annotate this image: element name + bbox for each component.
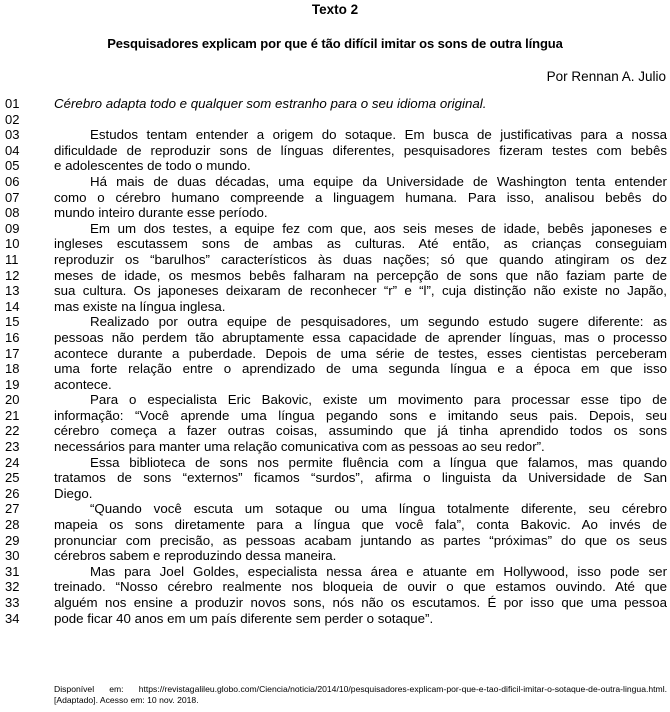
line-number: 22 bbox=[5, 423, 20, 439]
line-text: meses de idade, os mesmos bebês falharam na percepção de sons que não faziam parte de bbox=[54, 267, 667, 283]
line-number: 08 bbox=[5, 205, 20, 221]
text-line bbox=[0, 611, 670, 627]
line-text: como o cérebro humano compreende a linguagem humana. Para isso, analisou bebês do bbox=[54, 189, 667, 205]
text-line bbox=[0, 283, 670, 299]
line-number: 33 bbox=[5, 595, 20, 610]
line-text: pode ficar 40 anos em um país diferente sem perder o sotaque”. bbox=[54, 610, 434, 626]
line-number: 28 bbox=[5, 517, 20, 533]
line-number: 23 bbox=[5, 439, 20, 455]
text-line bbox=[0, 486, 670, 502]
line-text: cérebro começa a fazer outras coisas, assumindo que já tinha aprendido todos os sons bbox=[54, 423, 667, 439]
text-line bbox=[0, 595, 670, 611]
text-line bbox=[0, 252, 670, 268]
line-text: Diego. bbox=[54, 485, 93, 501]
line-text: tratamos de sons “externos” ficamos “surdos”, afirma o linguista da Universidade de San bbox=[54, 470, 667, 486]
line-number: 20 bbox=[5, 392, 20, 408]
line-number: 18 bbox=[5, 361, 20, 377]
line-text: ingleses escutassem sons de ambas as culturas. Até então, as crianças conseguiam bbox=[54, 236, 667, 252]
source-citation: Disponível em: https://revistagalileu.globo.com/Ciencia/noticia/2014/10/pesquisadores-explicam-por-que-e-tao-dificil-imitar-o-sotaque-de-outra-lingua.html. [Adaptado]. Acesso em: 10 nov. 2018. bbox=[54, 684, 667, 705]
line-text: pessoas não perdem tão abruptamente essa capacidade de aprender línguas, mas o processo bbox=[54, 329, 667, 345]
line-number: 05 bbox=[5, 158, 20, 174]
text-line bbox=[0, 96, 670, 112]
line-number: 03 bbox=[5, 127, 20, 143]
line-number: 32 bbox=[5, 579, 20, 595]
line-text: sua cultura. Os japoneses deixaram de reconhecer “r” e “l”, cuja distinção não existe no Japão, bbox=[54, 283, 667, 299]
text-line bbox=[0, 501, 670, 517]
line-text: Mas para Joel Goldes, especialista nessa área e atuante em Hollywood, isso pode ser bbox=[90, 563, 667, 579]
line-text: Em um dos testes, a equipe fez com que, aos seis meses de idade, bebês japoneses e bbox=[90, 220, 667, 236]
line-text: uma forte relação entre o aprendizado de uma segunda língua e a época em que isso bbox=[54, 361, 667, 377]
line-number: 19 bbox=[5, 376, 20, 392]
line-text: “Quando você escuta um sotaque ou uma língua totalmente diferente, seu cérebro bbox=[90, 501, 667, 517]
line-number: 27 bbox=[5, 501, 20, 517]
text-line bbox=[0, 314, 670, 330]
text-line bbox=[0, 564, 670, 580]
line-number: 21 bbox=[5, 407, 20, 423]
text-line bbox=[0, 470, 670, 486]
line-text: pronunciar com precisão, as pessoas acabam juntando as partes “próximas” do que os seus bbox=[54, 532, 667, 548]
line-number: 09 bbox=[5, 220, 20, 236]
line-number: 26 bbox=[5, 485, 20, 501]
line-text: acontece durante a puberdade. Depois de uma série de testes, esses cientistas perceberam bbox=[54, 345, 667, 361]
article-headline: Pesquisadores explicam por que é tão difícil imitar os sons de outra língua bbox=[107, 36, 563, 51]
line-text: mundo inteiro durante esse período. bbox=[54, 205, 268, 221]
text-line bbox=[0, 408, 670, 424]
text-line bbox=[0, 455, 670, 471]
text-line bbox=[0, 143, 670, 159]
line-text: Estudos tentam entender a origem do sotaque. Em busca de justificativas para a nossa bbox=[90, 127, 667, 143]
line-number: 30 bbox=[5, 548, 20, 564]
text-line bbox=[0, 330, 670, 346]
line-number: 17 bbox=[5, 345, 20, 361]
line-text: dificuldade de reproduzir sons de línguas diferentes, pesquisadores fizeram testes com bebês bbox=[54, 142, 667, 158]
line-text: Realizado por outra equipe de pesquisadores, um segundo estudo sugere diferente: as bbox=[90, 314, 667, 330]
line-number: 31 bbox=[5, 563, 20, 579]
text-line bbox=[0, 548, 670, 564]
text-line bbox=[0, 299, 670, 315]
line-text: cérebros sabem e reproduzindo dessa maneira. bbox=[54, 548, 337, 564]
line-text bbox=[54, 112, 667, 128]
line-text: Essa biblioteca de sons nos permite fluência com a língua que falamos, mas quando bbox=[90, 454, 667, 470]
text-line bbox=[0, 158, 670, 174]
article-byline: Por Rennan A. Julio bbox=[546, 69, 666, 84]
line-number: 11 bbox=[5, 251, 19, 267]
text-line bbox=[0, 346, 670, 362]
numbered-text-body bbox=[0, 96, 670, 626]
text-line bbox=[0, 190, 670, 206]
text-line bbox=[0, 236, 670, 252]
line-number: 34 bbox=[5, 610, 20, 626]
line-number: 13 bbox=[5, 283, 20, 299]
text-line bbox=[0, 439, 670, 455]
line-text: mapeia os sons diretamente para a língua que você fala”, conta Bakovic. Ao invés de bbox=[54, 517, 667, 533]
line-number: 15 bbox=[5, 314, 20, 330]
text-line bbox=[0, 377, 670, 393]
line-text: Há mais de duas décadas, uma equipe da Universidade de Washington tenta entender bbox=[90, 173, 667, 189]
line-number: 24 bbox=[5, 454, 20, 470]
line-number: 14 bbox=[5, 298, 20, 314]
line-number: 04 bbox=[5, 142, 20, 158]
text-label: Texto 2 bbox=[311, 2, 359, 17]
line-text: reproduzir os “barulhos” característicos às duas nações; só que quando atingiram os dez bbox=[54, 251, 667, 267]
line-number: 01 bbox=[5, 96, 20, 111]
line-number: 02 bbox=[5, 111, 20, 127]
line-text: acontece. bbox=[54, 376, 112, 392]
line-number: 10 bbox=[5, 236, 20, 252]
line-text: mas existe na língua inglesa. bbox=[54, 298, 226, 314]
text-line bbox=[0, 127, 670, 143]
text-line bbox=[0, 533, 670, 549]
line-text: Para o especialista Eric Bakovic, existe um movimento para processar esse tipo de bbox=[90, 392, 667, 408]
line-text: necessários para manter uma relação comunicativa com as pessoas ao seu redor”. bbox=[54, 439, 545, 455]
line-number: 07 bbox=[5, 189, 20, 205]
line-number: 29 bbox=[5, 532, 20, 548]
line-text: Cérebro adapta todo e qualquer som estranho para o seu idioma original. bbox=[54, 96, 487, 111]
text-line bbox=[0, 423, 670, 439]
text-line bbox=[0, 579, 670, 595]
line-number: 25 bbox=[5, 470, 20, 486]
line-number: 06 bbox=[5, 173, 20, 189]
line-number: 16 bbox=[5, 329, 20, 345]
text-line bbox=[0, 361, 670, 377]
line-text: e adolescentes de todo o mundo. bbox=[54, 158, 251, 174]
text-line bbox=[0, 205, 670, 221]
line-text: treinado. “Nosso cérebro realmente nos bloqueia de ouvir o que estamos ouvindo. Até que bbox=[54, 579, 667, 595]
text-line bbox=[0, 221, 670, 237]
text-line bbox=[0, 112, 670, 128]
text-line bbox=[0, 174, 670, 190]
line-number: 12 bbox=[5, 267, 20, 283]
text-line bbox=[0, 517, 670, 533]
text-line bbox=[0, 392, 670, 408]
text-line bbox=[0, 268, 670, 284]
line-text: informação: “Você aprende uma língua pegando sons e imitando seus pais. Depois, seu bbox=[54, 407, 667, 423]
line-text: alguém nos ensine a produzir novos sons, nós não os escutamos. É por isso que uma pessoa bbox=[54, 595, 667, 610]
